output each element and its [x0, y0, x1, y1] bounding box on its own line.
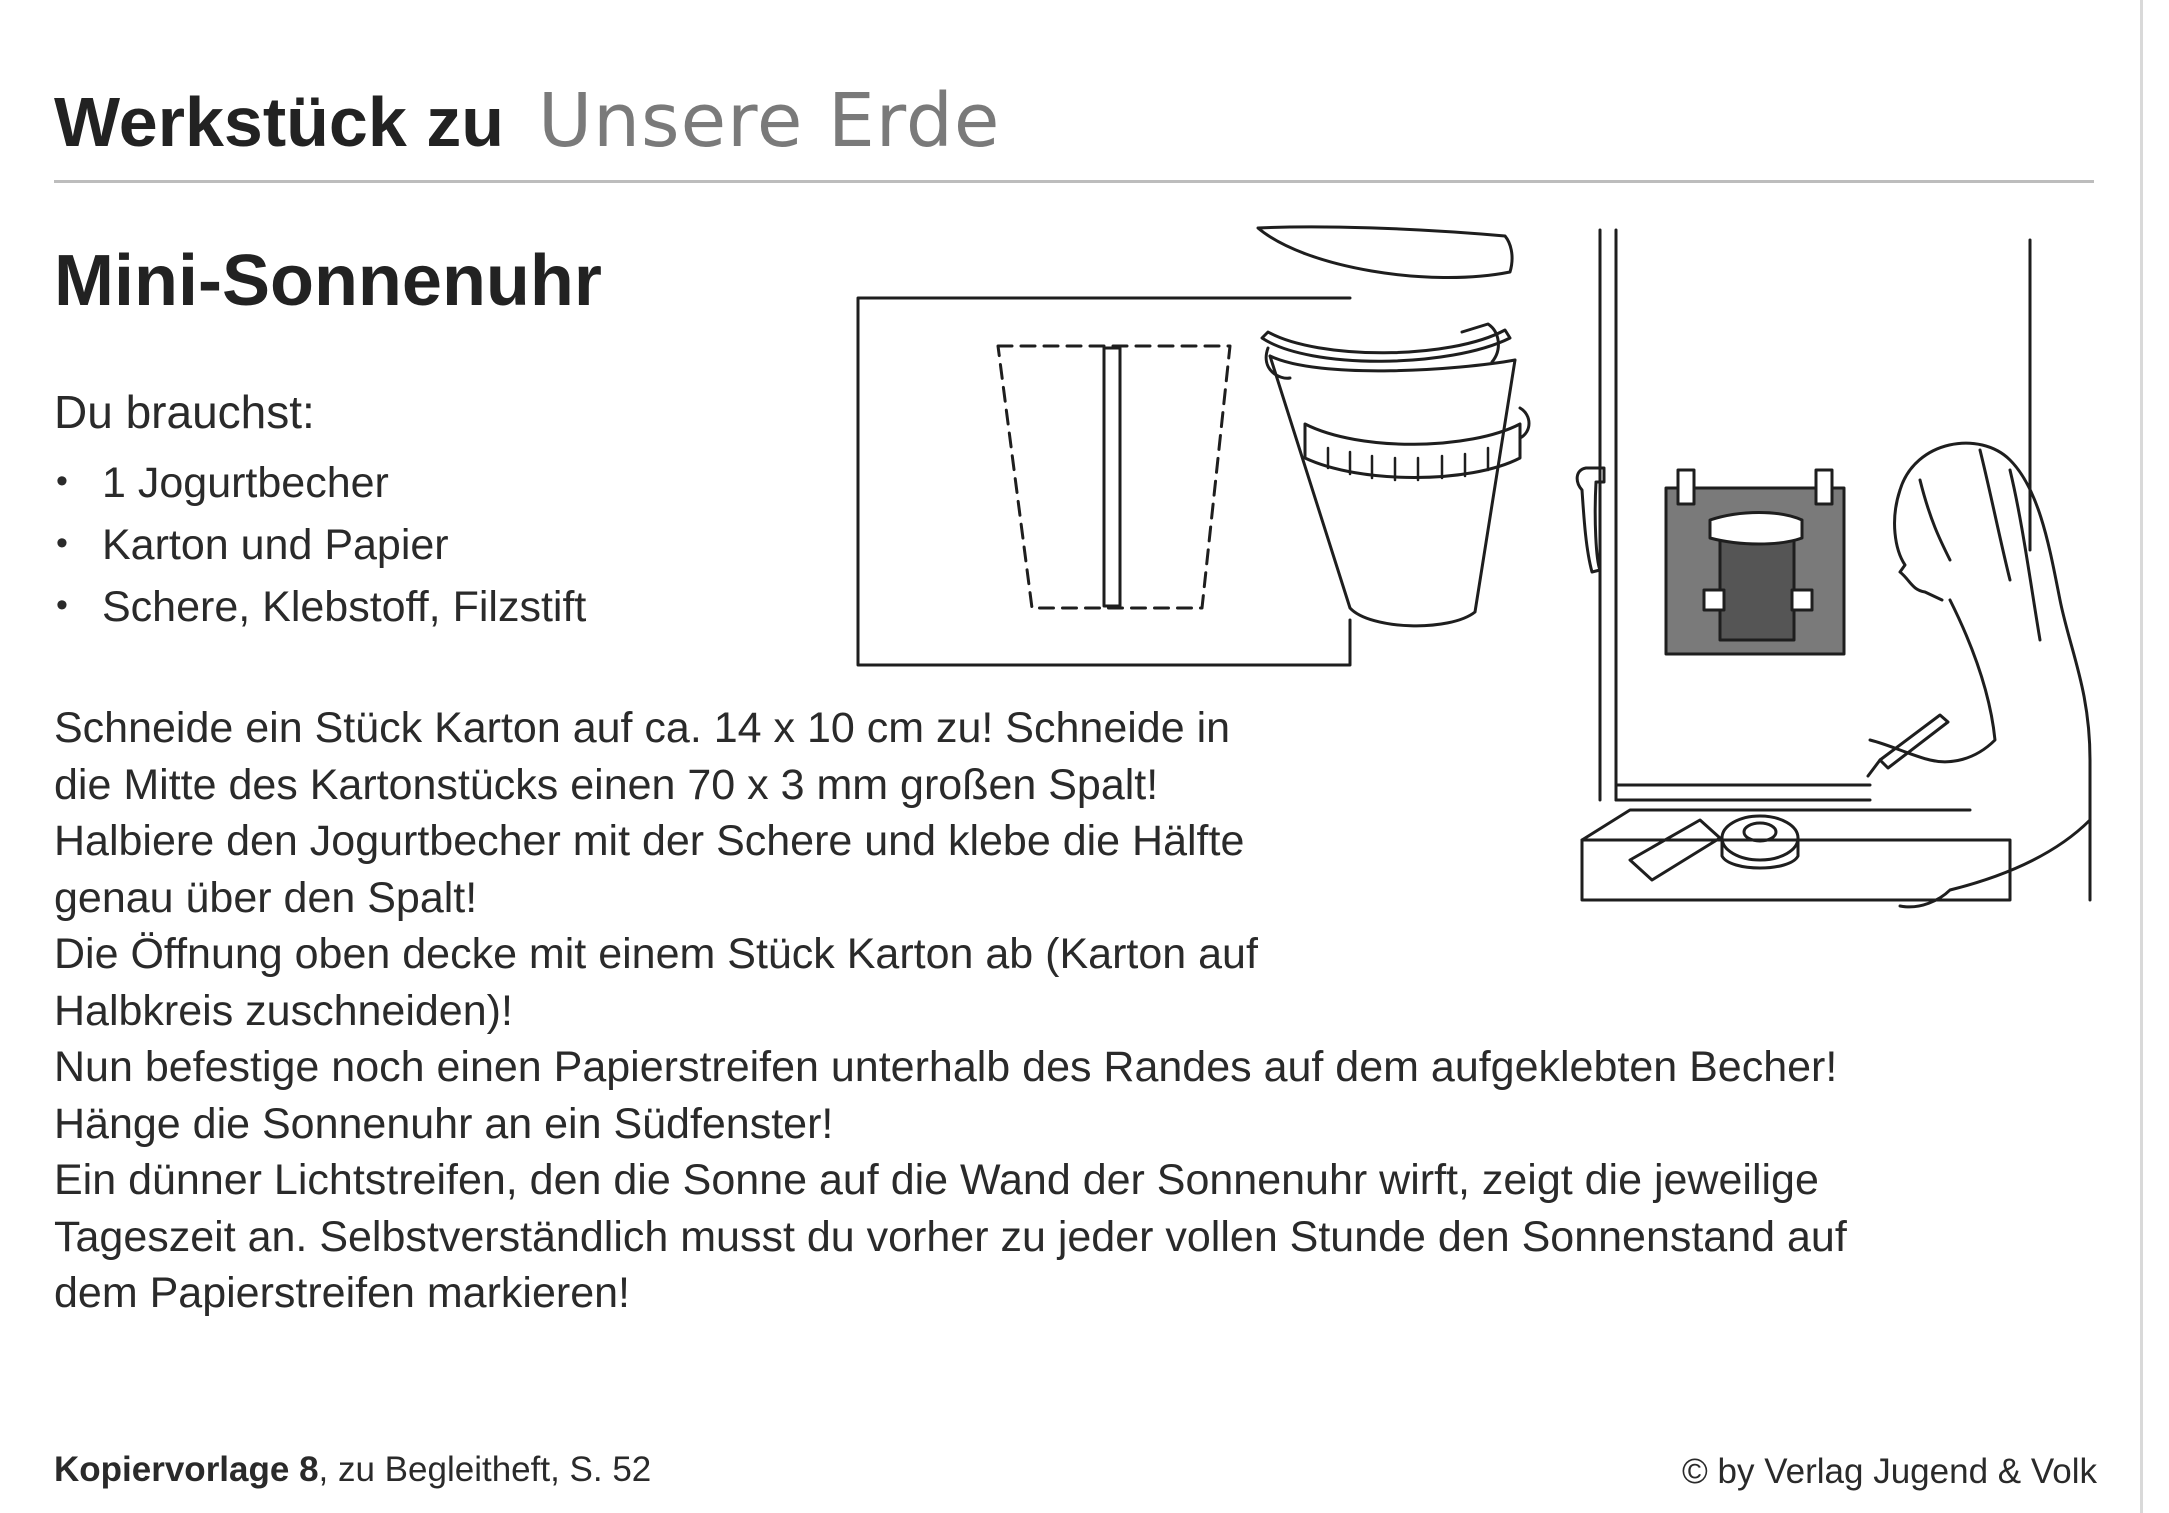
- header-series: Unsere Erde: [537, 78, 1001, 164]
- footer-reference: [54, 1450, 651, 1490]
- list-item: • Karton und Papier: [54, 514, 586, 576]
- instruction-line: dem Papierstreifen markieren!: [54, 1269, 630, 1317]
- instruction-line: genau über den Spalt!: [54, 873, 478, 922]
- template-label: Kopiervorlage 8: [54, 1450, 319, 1489]
- header-prefix: Werkstück zu: [54, 83, 504, 161]
- list-item: • 1 Jogurtbecher: [54, 452, 586, 514]
- instruction-line: Die Öffnung oben decke mit einem Stück Karton ab (Karton auf: [54, 930, 1258, 978]
- booklet-reference: , zu Begleitheft, S. 52: [318, 1450, 652, 1489]
- copyright-notice: © by Verlag Jugend & Volk: [1682, 1452, 2097, 1491]
- instruction-line: die Mitte des Kartonstücks einen 70 x 3 mm großen Spalt!: [54, 760, 1159, 809]
- materials-heading: Du brauchst:: [54, 386, 315, 438]
- page-header: [54, 78, 1000, 164]
- page-title: Mini-Sonnenuhr: [54, 241, 602, 321]
- instruction-line: Halbkreis zuschneiden)!: [54, 986, 513, 1035]
- list-item: • Schere, Klebstoff, Filzstift: [54, 576, 586, 638]
- instruction-line: Hänge die Sonnenuhr an ein Südfenster!: [54, 1099, 834, 1148]
- instructions-text: [54, 700, 2114, 1322]
- instruction-line: Ein dünner Lichtstreifen, den die Sonne auf die Wand der Sonnenuhr wirft, zeigt die jeweilige: [54, 1156, 1819, 1204]
- instruction-line: Tageszeit an. Selbstverständlich musst du vorher zu jeder vollen Stunde den Sonnenstand auf: [54, 1212, 1847, 1261]
- instruction-line: Nun befestige noch einen Papierstreifen unterhalb des Randes auf dem aufgeklebten Becher!: [54, 1043, 1838, 1091]
- instruction-line: Halbiere den Jogurtbecher mit der Schere und klebe die Hälfte: [54, 817, 1245, 865]
- header-divider: [54, 180, 2094, 183]
- page-edge: [2140, 0, 2143, 1513]
- sundial-construction-illustration: [850, 220, 1540, 680]
- materials-list: [54, 452, 586, 638]
- instruction-line: Schneide ein Stück Karton auf ca. 14 x 10 cm zu! Schneide in: [54, 704, 1231, 752]
